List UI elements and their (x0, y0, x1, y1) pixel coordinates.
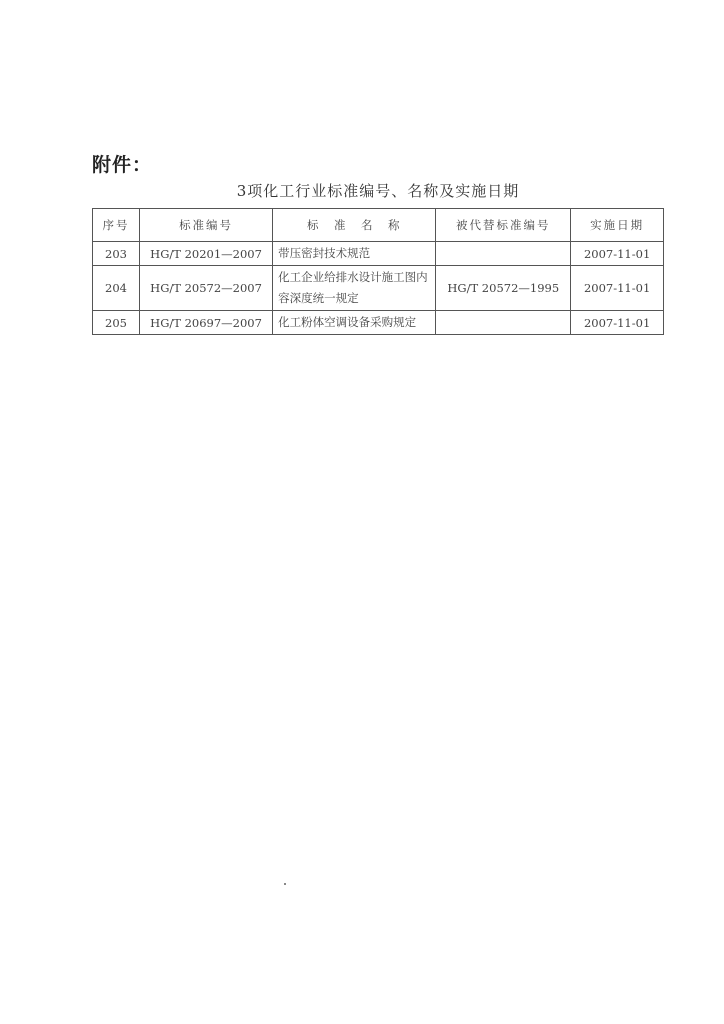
document-title: 3项化工行业标准编号、名称及实施日期 (236, 182, 520, 200)
cell-seq: 204 (93, 266, 140, 311)
cell-replaced (436, 242, 571, 266)
table-row (93, 242, 664, 266)
table-row (93, 311, 664, 335)
standards-table (92, 208, 664, 335)
header-seq: 序号 (93, 209, 140, 242)
cell-replaced: HG/T 20572—1995 (436, 266, 571, 311)
table-row (93, 266, 664, 311)
cell-name: 化工企业给排水设计施工图内容深度统一规定 (273, 266, 436, 311)
cell-code: HG/T 20572—2007 (140, 266, 273, 311)
cell-code: HG/T 20201—2007 (140, 242, 273, 266)
header-replaced: 被代替标准编号 (436, 209, 571, 242)
cell-seq: 203 (93, 242, 140, 266)
cell-name: 带压密封技术规范 (273, 242, 436, 266)
table-header-row (93, 209, 664, 242)
cell-code: HG/T 20697—2007 (140, 311, 273, 335)
header-name: 标 准 名 称 (273, 209, 436, 242)
cell-date: 2007-11-01 (571, 311, 664, 335)
header-code: 标准编号 (140, 209, 273, 242)
scan-speck (284, 883, 286, 885)
header-date: 实施日期 (571, 209, 664, 242)
cell-date: 2007-11-01 (571, 266, 664, 311)
cell-replaced (436, 311, 571, 335)
cell-name: 化工粉体空调设备采购规定 (273, 311, 436, 335)
cell-seq: 205 (93, 311, 140, 335)
cell-date: 2007-11-01 (571, 242, 664, 266)
attachment-label: 附件： (92, 154, 153, 176)
